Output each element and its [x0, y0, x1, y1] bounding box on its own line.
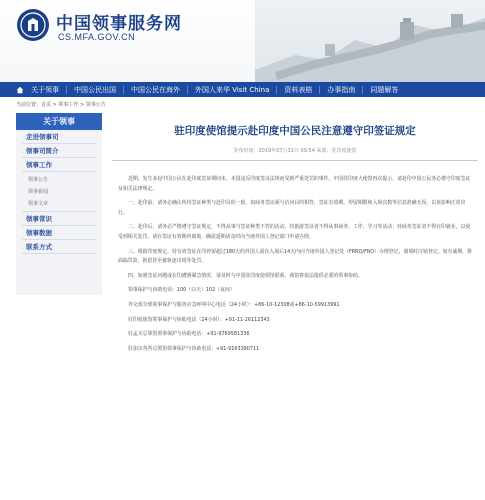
nav-item-forms[interactable]: 资料表格 [284, 85, 313, 94]
great-wall-banner [255, 0, 485, 82]
breadcrumb[interactable]: 当前位置：首页 > 领事工作 > 领事公告 [16, 102, 106, 108]
sidebar-item-dept-intro[interactable]: 领事司简介 [22, 144, 96, 158]
nav-divider [66, 86, 67, 94]
nav-divider [276, 86, 277, 94]
site-header [0, 0, 485, 82]
contact-line: 驻加尔各答总领馆领事保护与协助电话：+91-9163390711 [128, 345, 260, 352]
article-paragraph: 四、如遇签证问题或在印遭遇紧急情况，请及时与中国驻印度使领馆联系，我馆将依法提供必要的领事协助。 [128, 272, 363, 279]
sidebar-submenu [22, 172, 96, 212]
article-paragraph: 近期，发生多起中国公民在赴印度签证期间未，本国违反印度签证法规而受到严重处罚的事件。中国驻印度大使馆再次提示，请赴印中国公民务必遵守印度签证及相关法律规定。 [118, 176, 471, 192]
site-title[interactable]: 中国领事服务网 [56, 14, 182, 34]
nav-item-guide[interactable]: 办事指南 [327, 85, 356, 94]
article-meta: 发布时间：2019年07月31日 09:54 来源：驻印度使馆 [233, 148, 357, 154]
sidebar [16, 113, 102, 295]
article-body [112, 161, 478, 354]
nav-divider [187, 86, 188, 94]
sidebar-item-contact[interactable]: 联系方式 [22, 240, 96, 254]
article-title: 驻印度使馆提示赴印度中国公民注意遵守印签证规定 [174, 125, 416, 137]
nav-divider [362, 86, 363, 94]
sidebar-item-about-dept[interactable]: 走进领事司 [22, 130, 96, 144]
home-icon[interactable] [16, 86, 24, 94]
sidebar-item-common-knowledge[interactable]: 领事常识 [22, 212, 96, 226]
article-paragraph: 二、赴印后，请务必严格遵守签证规定，不得从事与签证种类不符的活动。持旅游签证者不得从事商务、工作、学习等活动；持商务签证者不得在印就业，以免受到相关处罚。请在签证有效期内离境，确需延期请及时向当地外国人登记部门申请办理。 [118, 224, 471, 240]
contact-line: 外交部全球领事保护与服务应急呼叫中心电话（24小时）：+86-10-12308或+86-10-59913991 [128, 301, 340, 308]
main-nav [0, 82, 485, 97]
sidebar-subitem-articles[interactable]: 领事文章 [28, 200, 49, 207]
nav-item-visit-china[interactable]: 外国人来华 Visit China [195, 85, 270, 94]
sidebar-subitem-news[interactable]: 领事新闻 [28, 188, 49, 195]
sidebar-subitem-notices[interactable]: 领事公告 [28, 176, 49, 183]
sidebar-item-data[interactable]: 领事数据 [22, 226, 96, 240]
contact-line: 驻印度使馆领事保护与协助电话（24小时）：+91-11-26112343 [128, 316, 270, 323]
article-paragraph: 三、根据印度规定，持有效签证在印停留超过180天的外国人需在入境后14天内向当地外国人登记处（FRRO/FRO）办理登记，离境时注销登记。如有逾期，将面临罚款、拘留甚至被驱逐出境等处罚。 [118, 248, 472, 265]
sidebar-heading: 关于领事 [16, 113, 102, 130]
site-url[interactable]: CS.MFA.GOV.CN [58, 32, 136, 42]
nav-item-faq[interactable]: 同题解答 [370, 85, 399, 94]
nav-item-overseas[interactable]: 中国公民在海外 [131, 85, 180, 94]
contact-line: 领事保护与协助电话：100（白天）102（夜间） [128, 287, 235, 294]
nav-item-going-abroad[interactable]: 中国公民出国 [74, 85, 116, 94]
sidebar-item-consular-work[interactable]: 领事工作 [22, 158, 96, 172]
nav-divider [123, 86, 124, 94]
contact-line: 驻孟买总领馆领事保护与协助电话：+91-9769581336 [128, 331, 250, 338]
article-content [112, 113, 478, 359]
nav-item-about-consular[interactable]: 关于领事 [31, 85, 59, 94]
nav-divider [319, 86, 320, 94]
article-paragraph: 一、赴印前，请务必确认所持签证种类与赴印目的一致，如商务签证须与访问目的相符，签证有效期、停留期限和入境次数等信息准确无误，以免影响正常出行。 [118, 200, 466, 216]
consulate-logo-icon [16, 8, 50, 42]
